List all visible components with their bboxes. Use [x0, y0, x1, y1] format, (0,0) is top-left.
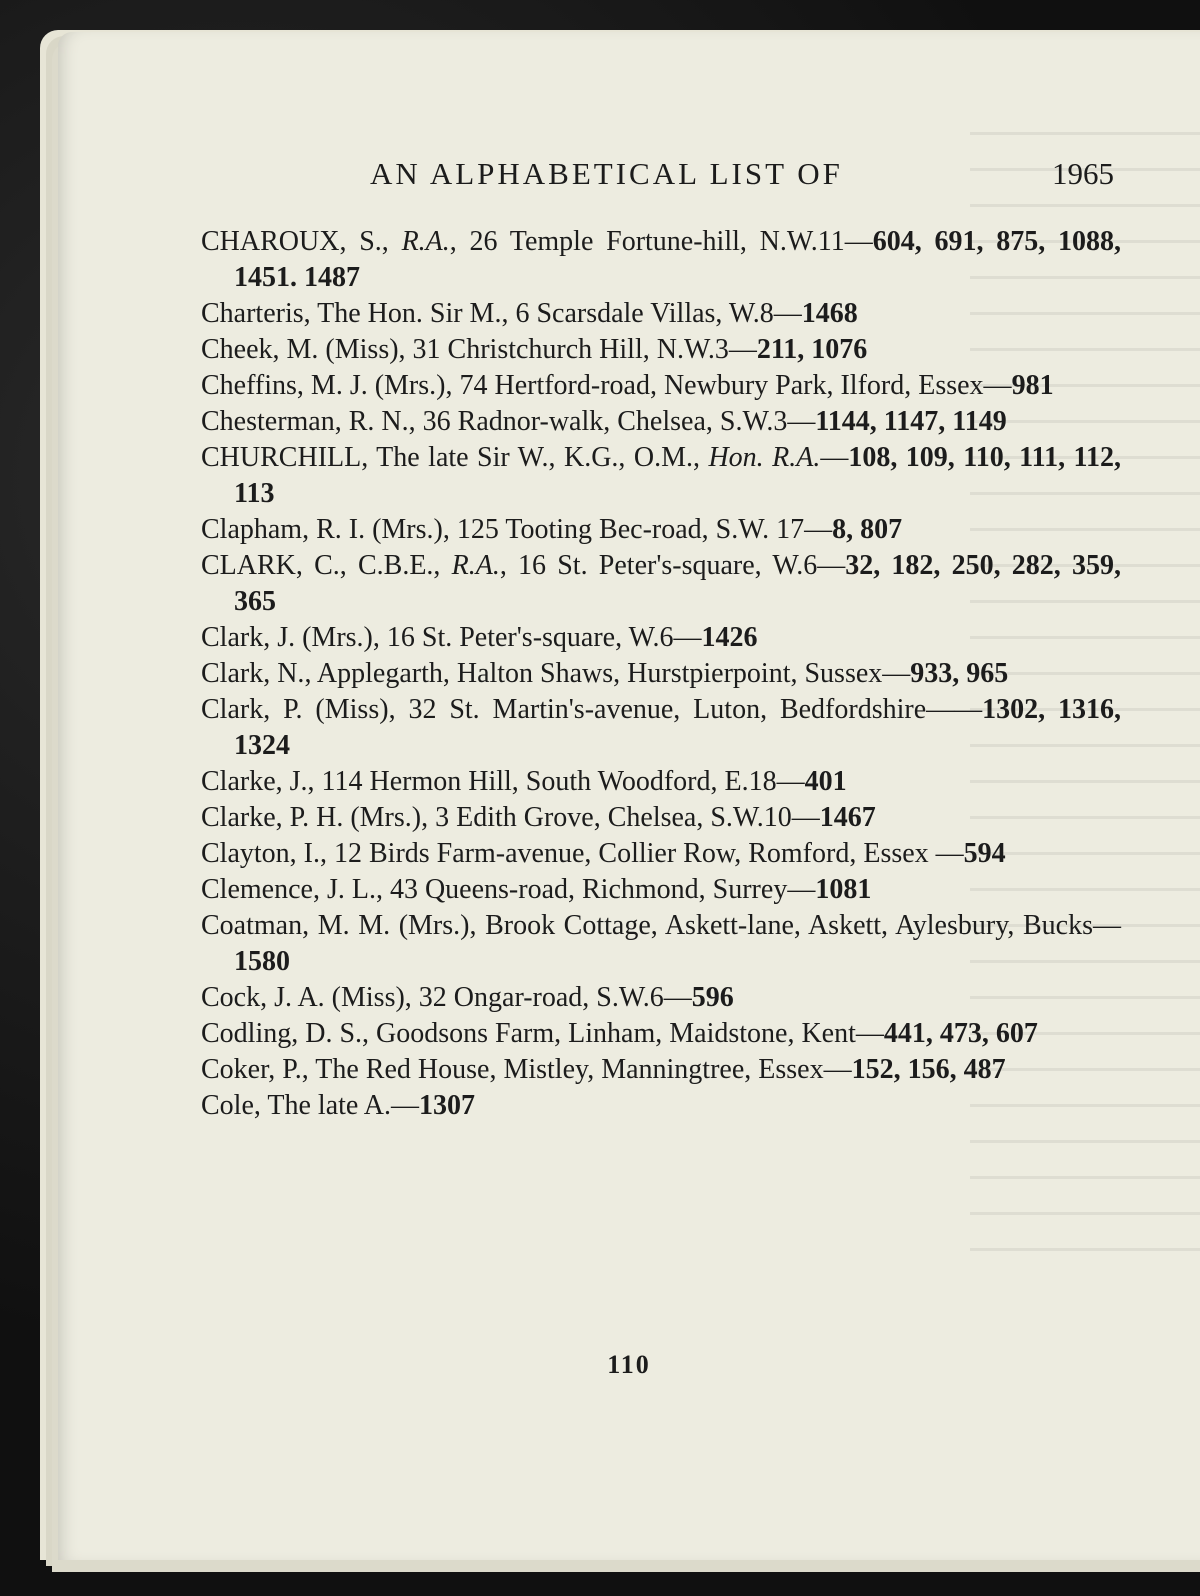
list-item [201, 980, 1121, 1016]
entry-catalogue-numbers: 1580 [234, 946, 290, 977]
entry-name: Charteris, The Hon. Sir M. [201, 298, 502, 329]
entry-address: , Goodsons Farm, Linham, Maidstone, Kent— [362, 1018, 884, 1049]
list-item [201, 764, 1121, 800]
entry-catalogue-numbers: 1144, 1147, 1149 [815, 406, 1007, 437]
entry-name: Chesterman, R. N. [201, 406, 409, 437]
entry-list [201, 224, 1121, 1124]
list-item [201, 908, 1121, 980]
entry-address: , 6 Scarsdale Villas, W.8— [501, 298, 802, 329]
entry-address: , Brook Cottage, Askett-lane, Askett, Aylesbury, Bucks— [469, 910, 1121, 941]
list-item [201, 548, 1121, 620]
entry-address: , 114 Hermon Hill, South Woodford, E.18— [307, 766, 805, 797]
entry-honour: R.A. [451, 550, 500, 581]
list-item [201, 836, 1121, 872]
entry-catalogue-numbers: 152, 156, 487 [851, 1054, 1006, 1085]
entry-address: , 12 Birds Farm-avenue, Collier Row, Romford, Essex — [320, 838, 964, 869]
list-item [201, 224, 1121, 296]
list-item [201, 1052, 1121, 1088]
list-item [201, 296, 1121, 332]
entry-catalogue-numbers: 32, 182, 250, 282, 359, 365 [234, 550, 1122, 617]
entry-name: Clarke, P. H. (Mrs.) [201, 802, 422, 833]
entry-address: , 74 Hertford-road, Newbury Park, Ilford, Essex— [445, 370, 1012, 401]
entry-name: Codling, D. S. [201, 1018, 363, 1049]
entry-name: Cock, J. A. (Miss) [201, 982, 405, 1013]
entry-address: — [391, 1090, 419, 1121]
entry-catalogue-numbers: 1307 [419, 1090, 475, 1121]
entry-catalogue-numbers: 1302, 1316, 1324 [234, 694, 1122, 761]
list-item [201, 872, 1121, 908]
page-number: 110 [607, 1350, 651, 1379]
entry-name: Clayton, I. [201, 838, 320, 869]
entry-address: , The Red House, Mistley, Manningtree, Essex— [301, 1054, 852, 1085]
header-year: 1965 [1052, 156, 1114, 191]
entry-catalogue-numbers: 981 [1011, 370, 1054, 401]
list-item [201, 512, 1121, 548]
entry-name: Clark, P. (Miss) [201, 694, 389, 725]
entry-name: Clark, N. [201, 658, 305, 689]
entry-address: , 125 Tooting Bec-road, S.W. 17— [442, 514, 833, 545]
entry-catalogue-numbers: 8, 807 [832, 514, 903, 545]
list-item [201, 368, 1121, 404]
entry-address: — [820, 442, 849, 473]
list-item [201, 440, 1121, 512]
entry-honour: Hon. R.A. [708, 442, 821, 473]
entry-address: , 31 Christchurch Hill, N.W.3— [398, 334, 757, 365]
list-item [201, 1088, 1121, 1124]
entry-catalogue-numbers: 441, 473, 607 [883, 1018, 1038, 1049]
book-page [58, 32, 1200, 1560]
list-item [201, 332, 1121, 368]
entry-name: CHAROUX, S., [201, 226, 402, 257]
entry-catalogue-numbers: 1081 [815, 874, 872, 905]
list-item [201, 800, 1121, 836]
entry-honour: R.A. [401, 226, 450, 257]
entry-address: , 43 Queens-road, Richmond, Surrey— [375, 874, 816, 905]
entry-name: Clapham, R. I. (Mrs.) [201, 514, 443, 545]
entry-catalogue-numbers: 401 [804, 766, 847, 797]
entry-name: Clark, J. (Mrs.) [201, 622, 373, 653]
entry-name: Cheek, M. (Miss) [201, 334, 399, 365]
entry-catalogue-numbers: 604, 691, 875, 1088, 1451. 1487 [234, 226, 1121, 293]
entry-address: , 3 Edith Grove, Chelsea, S.W.10— [421, 802, 820, 833]
entry-catalogue-numbers: 933, 965 [910, 658, 1009, 689]
entry-catalogue-numbers: 594 [963, 838, 1006, 869]
entry-name: Clarke, J. [201, 766, 308, 797]
entry-name: Coker, P. [201, 1054, 302, 1085]
list-item [201, 656, 1121, 692]
entry-name: Clemence, J. L. [201, 874, 376, 905]
entry-name: Coatman, M. M. (Mrs.) [201, 910, 470, 941]
entry-address: , 32 St. Martin's-avenue, Luton, Bedfordshire—— [388, 694, 983, 725]
entry-catalogue-numbers: 1426 [701, 622, 758, 653]
entry-catalogue-numbers: 108, 109, 110, 111, 112, 113 [234, 442, 1121, 509]
list-item [201, 692, 1121, 764]
entry-catalogue-numbers: 1467 [819, 802, 876, 833]
entry-name: CLARK, C., C.B.E., [201, 550, 452, 581]
entry-name: Cole, The late A. [201, 1090, 391, 1121]
entry-name: CHURCHILL, The late Sir W., K.G., O.M., [201, 442, 709, 473]
list-item [201, 404, 1121, 440]
entry-address: , 36 Radnor-walk, Chelsea, S.W.3— [408, 406, 816, 437]
entry-address: , 32 Ongar-road, S.W.6— [404, 982, 692, 1013]
entry-name: Cheffins, M. J. (Mrs.) [201, 370, 446, 401]
entry-address: , 16 St. Peter's-square, W.6— [499, 550, 846, 581]
running-header [58, 156, 1200, 196]
list-item [201, 620, 1121, 656]
header-title: AN ALPHABETICAL LIST OF [370, 156, 843, 191]
entry-address: , 26 Temple Fortune-hill, N.W.11— [449, 226, 873, 257]
entry-catalogue-numbers: 596 [691, 982, 734, 1013]
entry-address: , 16 St. Peter's-square, W.6— [372, 622, 702, 653]
list-item [201, 1016, 1121, 1052]
entry-catalogue-numbers: 211, 1076 [756, 334, 868, 365]
entry-address: , Applegarth, Halton Shaws, Hurstpierpoint, Sussex— [304, 658, 911, 689]
entry-catalogue-numbers: 1468 [801, 298, 858, 329]
